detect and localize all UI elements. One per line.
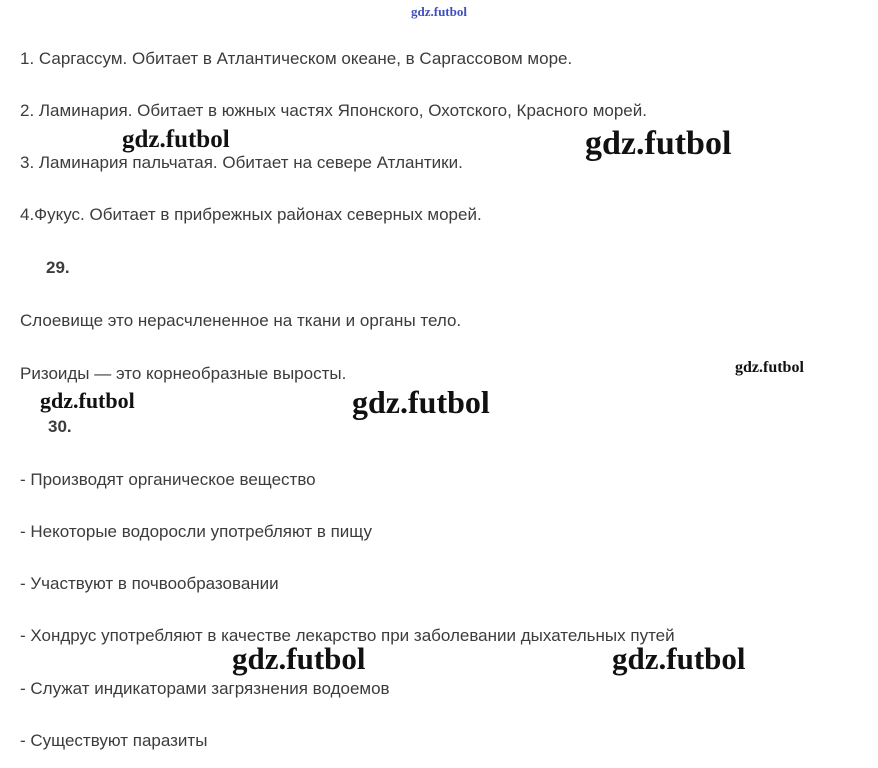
text-line: - Хондрус употребляют в качестве лекарство при заболевании дыхательных путей: [20, 626, 675, 645]
text-line: 3. Ламинария пальчатая. Обитает на севере Атлантики.: [20, 153, 463, 172]
text-line: 2. Ламинария. Обитает в южных частях Японского, Охотского, Красного морей.: [20, 101, 647, 120]
text-line: - Существуют паразиты: [20, 731, 208, 750]
site-tag-header: gdz.futbol: [411, 4, 467, 19]
text-line: 4.Фукус. Обитает в прибрежных районах северных морей.: [20, 205, 482, 224]
text-line: - Производят органическое вещество: [20, 470, 316, 489]
watermark-text: gdz.futbol: [612, 641, 746, 676]
watermark-text: gdz.futbol: [585, 125, 732, 162]
text-line: - Некоторые водоросли употребляют в пищу: [20, 522, 372, 541]
text-line: - Служат индикаторами загрязнения водоемов: [20, 679, 390, 698]
task-number: 29.: [46, 258, 70, 277]
task-number: 30.: [48, 417, 72, 436]
text-line: 1. Саргассум. Обитает в Атлантическом океане, в Саргассовом море.: [20, 49, 573, 68]
watermark-text: gdz.futbol: [352, 384, 490, 420]
text-line: - Участвуют в почвообразовании: [20, 574, 279, 593]
text-line: Ризоиды — это корнеобразные выросты.: [20, 364, 347, 383]
watermark-text: gdz.futbol: [122, 126, 230, 153]
text-line: Слоевище это нерасчлененное на ткани и органы тело.: [20, 311, 462, 330]
watermark-text: gdz.futbol: [40, 388, 135, 413]
watermark-text: gdz.futbol: [735, 359, 804, 376]
watermark-text: gdz.futbol: [232, 641, 366, 676]
